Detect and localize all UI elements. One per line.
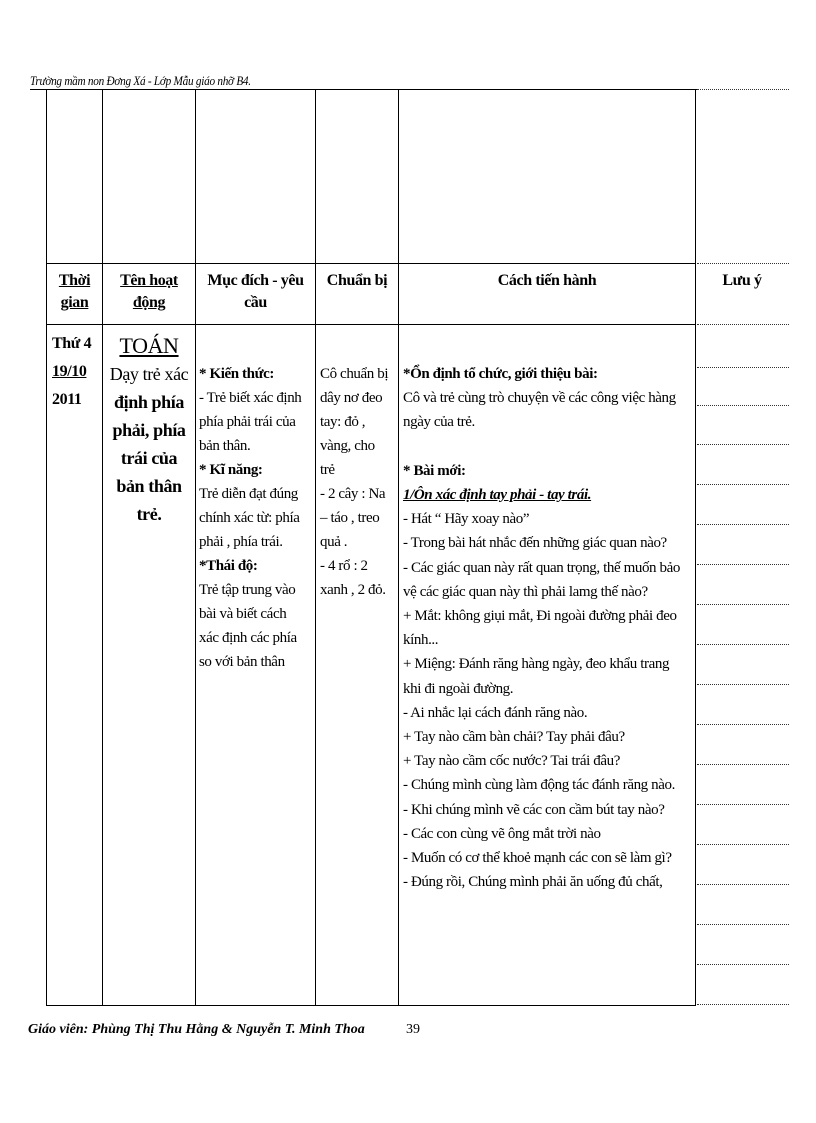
year: 2011 [52,391,82,408]
time-cell [52,332,102,412]
header-time: Thời gian [58,272,91,311]
knowledge-title: * Kiến thức: [199,366,275,382]
purpose-cell: * Kiến thức: - Trẻ biết xác định phía phải trái của bản thân. * Kĩ năng: Trẻ diễn đạt đúng chính xác từ: phía phải , phía trái. *Thái độ: Trẻ tập trung vào bài và biết cách xác định các phía so với bản thân [199,362,315,674]
skill-title: * Kĩ năng: [199,462,263,478]
lesson-title: Dạy trẻ xác định phía phải, phía trái của bản thân trẻ. [109,364,189,524]
header-purpose: Mục đích - yêu cầu [207,272,304,311]
date: 19/10 [52,363,87,380]
page-number: 39 [406,1022,420,1037]
header-rule [30,89,698,90]
intro-title: *Ổn định tổ chức, giới thiệu bài: [403,366,598,382]
footer-teachers: Giáo viên: Phùng Thị Thu Hằng & Nguyễn T. Minh Thoa [28,1022,365,1037]
header-prepare: Chuẩn bị [326,272,388,289]
attitude-title: *Thái độ: [199,558,258,574]
prepare-cell: Cô chuẩn bị dây nơ đeo tay: đỏ , vàng, cho trẻ - 2 cây : Na – táo , treo quả . - 4 rổ : 2 xanh , 2 đỏ. [320,366,389,598]
subject-title: TOÁN [119,333,179,358]
new-lesson-title: * Bài mới: [403,462,466,479]
header-activity: Tên hoạt động [120,272,178,311]
school-header: Trường mầm non Đơng Xá - Lớp Mẫu giáo nhỡ B4. [30,74,251,88]
section-title: 1/Ôn xác định tay phải - tay trái. [403,487,592,504]
day: Thứ 4 [52,335,92,352]
header-procedure: Cách tiến hành [497,272,597,289]
header-notes: Lưu ý [722,272,762,289]
activity-cell [103,332,195,528]
procedure-cell: *Ổn định tổ chức, giới thiệu bài: Cô và trẻ cùng trò chuyện về các công việc hàng ngày của trẻ. * Bài mới: 1/Ôn xác định tay phải - tay trái. - Hát “ Hãy xoay nào” - Trong bài hát nhắc đến những giác quan nào? - Các giác quan này rất quan trọng, thế muốn bảo vệ các giác quan này thì phải lamg thế nào? + Mắt: không giụi mắt, Đi ngoài đường phải đeo kính... + Miệng: Đánh răng hàng ngày, đeo khẩu trang khi đi ngoài đường. - Ai nhắc lại cách đánh răng nào. + Tay nào cầm bàn chải? Tay phải đâu? + Tay nào cầm cốc nước? Tai trái đâu? - Chúng mình cùng làm động tác đánh răng nào. - Khi chúng mình vẽ các con cầm bút tay nào? - Các con cùng vẽ ông mắt trời nào - Muốn có cơ thể khoẻ mạnh các con sẽ làm gì? - Đúng rồi, Chúng mình phải ăn uống đủ chất, [403,362,695,894]
